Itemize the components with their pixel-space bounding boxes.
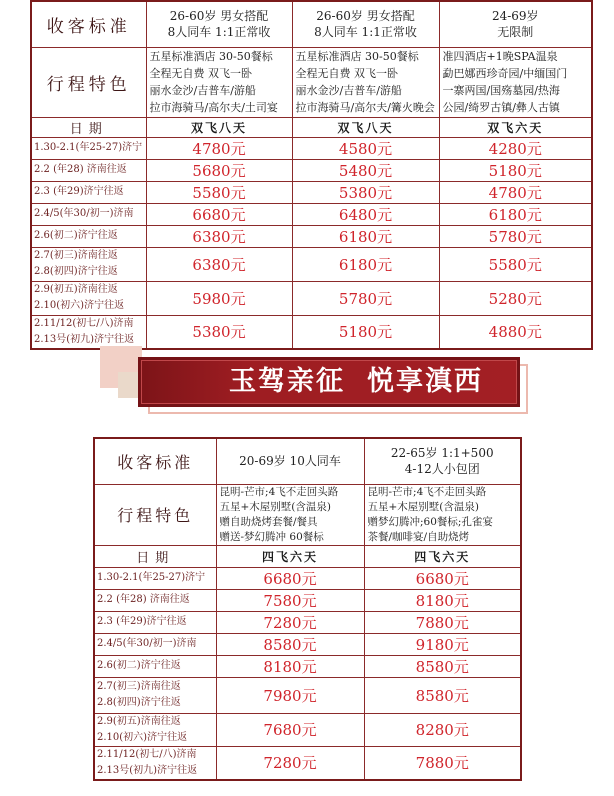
- feature-line: 准四酒店+1晚SPA温泉: [442, 50, 558, 63]
- departure-date-line: 2.10(初六)济宁往返: [97, 731, 188, 743]
- feature-line: 全程无自费 双飞一卧: [149, 67, 252, 80]
- departure-row: [94, 677, 521, 713]
- itinerary-features-label: 行程特色: [31, 47, 146, 117]
- feature-line: 全程无自费 双飞一卧: [295, 67, 398, 80]
- departure-date-cell: [31, 225, 146, 247]
- departure-date-line: 2.13号(初九)济宁往返: [97, 764, 198, 776]
- guest-standard-label: 收客标准: [94, 438, 216, 484]
- feature-line: 拉市海骑马/高尔夫/篝火晚会: [295, 101, 435, 114]
- departure-date-cell: [31, 181, 146, 203]
- guest-standard-cell: [292, 1, 439, 47]
- banner-subtitle-text: 悦享滇西: [367, 366, 483, 397]
- guest-standard-cell: [439, 1, 592, 47]
- duration-header: 双飞八天: [292, 117, 439, 137]
- date-header-row: [94, 545, 521, 567]
- departure-row: [31, 137, 592, 159]
- price-cell: 9180元: [364, 633, 521, 655]
- price-cell: 4280元: [439, 137, 592, 159]
- departure-row: [94, 589, 521, 611]
- price-cell: 5180元: [292, 315, 439, 349]
- feature-line: 丽水金沙/吉普车/游船: [149, 84, 256, 97]
- price-cell: 4780元: [439, 181, 592, 203]
- price-cell: 5180元: [439, 159, 592, 181]
- guest-standard-line: 22-65岁 1:1+500: [390, 446, 494, 461]
- departure-date-cell: [94, 655, 216, 677]
- price-cell: 4780元: [146, 137, 292, 159]
- departure-date-cell: [94, 567, 216, 589]
- duration-header: 双飞八天: [146, 117, 292, 137]
- price-cell: 6680元: [146, 203, 292, 225]
- departure-date-line: 2.9(初五)济南往返: [34, 284, 118, 295]
- departure-row: [94, 567, 521, 589]
- departure-date-cell: [31, 247, 146, 281]
- departure-date-line: 2.2 (年28) 济南往返: [97, 594, 190, 605]
- guest-standard-line: 无限制: [497, 25, 534, 40]
- guest-standard-line: 4-12人小包团: [404, 462, 480, 477]
- guest-standard-line: 8人同车 1:1正常收: [167, 25, 271, 40]
- date-header-label: 日期: [94, 545, 216, 567]
- departure-row: [31, 315, 592, 349]
- itinerary-features-cell: [216, 484, 364, 545]
- feature-line: 昆明-芒市;4飞不走回头路: [367, 485, 487, 498]
- departure-row: [31, 247, 592, 281]
- duration-header: 四飞六天: [364, 545, 521, 567]
- itinerary-features-cell: [146, 47, 292, 117]
- guest-standard-line: 26-60岁 男女搭配: [316, 9, 415, 24]
- banner-title-text: 玉驾亲征: [229, 366, 345, 397]
- departure-date-line: 2.6(初二)济宁往返: [34, 230, 118, 241]
- departure-date-line: 2.7(初三)济南往返: [34, 250, 118, 261]
- price-cell: 7280元: [216, 611, 364, 633]
- departure-date-line: 2.13号(初九)济宁往返: [34, 333, 135, 345]
- departure-date-cell: [31, 203, 146, 225]
- departure-date-cell: [94, 633, 216, 655]
- duration-header: 双飞六天: [439, 117, 592, 137]
- departure-row: [31, 281, 592, 315]
- price-cell: 7680元: [216, 713, 364, 746]
- price-cell: 6380元: [146, 247, 292, 281]
- price-cell: 6680元: [216, 567, 364, 589]
- price-cell: 8580元: [364, 655, 521, 677]
- guest-standard-line: 8人同车 1:1正常收: [314, 25, 417, 40]
- departure-date-line: 2.4/5(年30/初一)济南: [34, 208, 134, 219]
- feature-line: 五星标准酒店 30-50餐标: [149, 50, 273, 63]
- departure-row: [31, 159, 592, 181]
- departure-date-line: 2.8(初四)济宁往返: [34, 266, 118, 277]
- departure-date-line: 1.30-2.1(年25-27)济宁: [97, 572, 206, 583]
- departure-row: [31, 181, 592, 203]
- price-cell: 7280元: [216, 746, 364, 780]
- guest-standard-cell: [364, 438, 521, 484]
- itinerary-features-cell: [439, 47, 592, 117]
- departure-date-line: 2.11/12(初七/八)济南: [34, 317, 134, 329]
- departure-date-cell: [94, 589, 216, 611]
- departure-date-line: 2.3 (年29)济宁往返: [34, 186, 124, 197]
- departure-date-line: 2.4/5(年30/初一)济南: [97, 638, 197, 649]
- itinerary-features-label: 行程特色: [94, 484, 216, 545]
- price-cell: 4580元: [292, 137, 439, 159]
- tour-price-table-2: [93, 437, 522, 781]
- feature-line: 一寨两国/国殇墓园/热海: [442, 84, 560, 97]
- duration-header: 四飞六天: [216, 545, 364, 567]
- departure-date-cell: [94, 746, 216, 780]
- departure-date-cell: [31, 315, 146, 349]
- departure-row: [94, 611, 521, 633]
- tour-price-table-1: [30, 0, 593, 350]
- itinerary-features-cell: [364, 484, 521, 545]
- price-cell: 5380元: [146, 315, 292, 349]
- price-cell: 5780元: [292, 281, 439, 315]
- departure-date-cell: [94, 713, 216, 746]
- price-cell: 7980元: [216, 677, 364, 713]
- guest-standard-cell: [146, 1, 292, 47]
- banner-title: [229, 360, 483, 404]
- price-cell: 8580元: [216, 633, 364, 655]
- departure-date-cell: [31, 281, 146, 315]
- feature-line: 五星+木屋别墅(含温泉): [219, 500, 331, 513]
- price-cell: 8280元: [364, 713, 521, 746]
- departure-date-line: 2.8(初四)济宁往返: [97, 697, 181, 708]
- date-header-row: [31, 117, 592, 137]
- guest-standard-row: [31, 1, 592, 47]
- guest-standard-label: 收客标准: [31, 1, 146, 47]
- guest-standard-line: 26-60岁 男女搭配: [169, 9, 269, 24]
- departure-date-cell: [94, 611, 216, 633]
- feature-line: 丽水金沙/吉普车/游船: [295, 84, 402, 97]
- price-cell: 8180元: [364, 589, 521, 611]
- feature-line: 昆明-芒市;4飞不走回头路: [219, 485, 339, 498]
- departure-row: [31, 203, 592, 225]
- itinerary-features-row: [31, 47, 592, 117]
- departure-row: [94, 655, 521, 677]
- feature-line: 赠梦幻腾冲;60餐标;孔雀宴: [367, 515, 493, 528]
- departure-date-line: 2.7(初三)济南往返: [97, 681, 181, 692]
- departure-date-line: 2.6(初二)济宁往返: [97, 660, 181, 671]
- price-cell: 5480元: [292, 159, 439, 181]
- date-header-label: 日期: [31, 117, 146, 137]
- guest-standard-row: [94, 438, 521, 484]
- price-cell: 5580元: [146, 181, 292, 203]
- price-cell: 6180元: [292, 247, 439, 281]
- departure-row: [31, 225, 592, 247]
- departure-date-line: 1.30-2.1(年25-27)济宁: [34, 142, 143, 153]
- feature-line: 勐巴娜西珍奇园/中缅国门: [442, 67, 568, 80]
- departure-row: [94, 713, 521, 746]
- price-cell: 4880元: [439, 315, 592, 349]
- departure-date-line: 2.9(初五)济南往返: [97, 715, 181, 727]
- price-cell: 5980元: [146, 281, 292, 315]
- itinerary-features-row: [94, 484, 521, 545]
- price-cell: 5580元: [439, 247, 592, 281]
- price-cell: 7880元: [364, 746, 521, 780]
- departure-date-line: 2.3 (年29)济宁往返: [97, 616, 187, 627]
- price-cell: 5280元: [439, 281, 592, 315]
- feature-line: 五星标准酒店 30-50餐标: [295, 50, 419, 63]
- price-cell: 6380元: [146, 225, 292, 247]
- price-cell: 7580元: [216, 589, 364, 611]
- guest-standard-line: 24-69岁: [491, 9, 539, 24]
- feature-line: 赠自助烧烤套餐/餐具: [219, 515, 318, 528]
- departure-date-cell: [31, 159, 146, 181]
- price-cell: 6480元: [292, 203, 439, 225]
- price-cell: 5680元: [146, 159, 292, 181]
- feature-line: 拉市海骑马/高尔夫/土司宴: [149, 101, 278, 114]
- price-cell: 8580元: [364, 677, 521, 713]
- price-cell: 5380元: [292, 181, 439, 203]
- price-cell: 6180元: [439, 203, 592, 225]
- guest-standard-cell: [216, 438, 364, 484]
- price-cell: 8180元: [216, 655, 364, 677]
- feature-line: 公园/绮罗古镇/彝人古镇: [442, 101, 560, 114]
- departure-date-line: 2.2 (年28) 济南往返: [34, 164, 127, 175]
- price-cell: 6680元: [364, 567, 521, 589]
- price-cell: 5780元: [439, 225, 592, 247]
- departure-date-line: 2.11/12(初七/八)济南: [97, 748, 197, 760]
- guest-standard-line: 20-69岁 10人同车: [239, 454, 341, 469]
- itinerary-features-cell: [292, 47, 439, 117]
- departure-date-cell: [31, 137, 146, 159]
- section-banner: [138, 357, 520, 407]
- departure-date-line: 2.10(初六)济宁往返: [34, 300, 125, 311]
- feature-line: 五星+木屋别墅(含温泉): [367, 500, 479, 513]
- departure-row: [94, 633, 521, 655]
- departure-row: [94, 746, 521, 780]
- price-cell: 6180元: [292, 225, 439, 247]
- feature-line: 赠送-梦幻腾冲 60餐标: [219, 530, 324, 543]
- price-cell: 7880元: [364, 611, 521, 633]
- departure-date-cell: [94, 677, 216, 713]
- feature-line: 茶餐/咖啡宴/自助烧烤: [367, 530, 470, 543]
